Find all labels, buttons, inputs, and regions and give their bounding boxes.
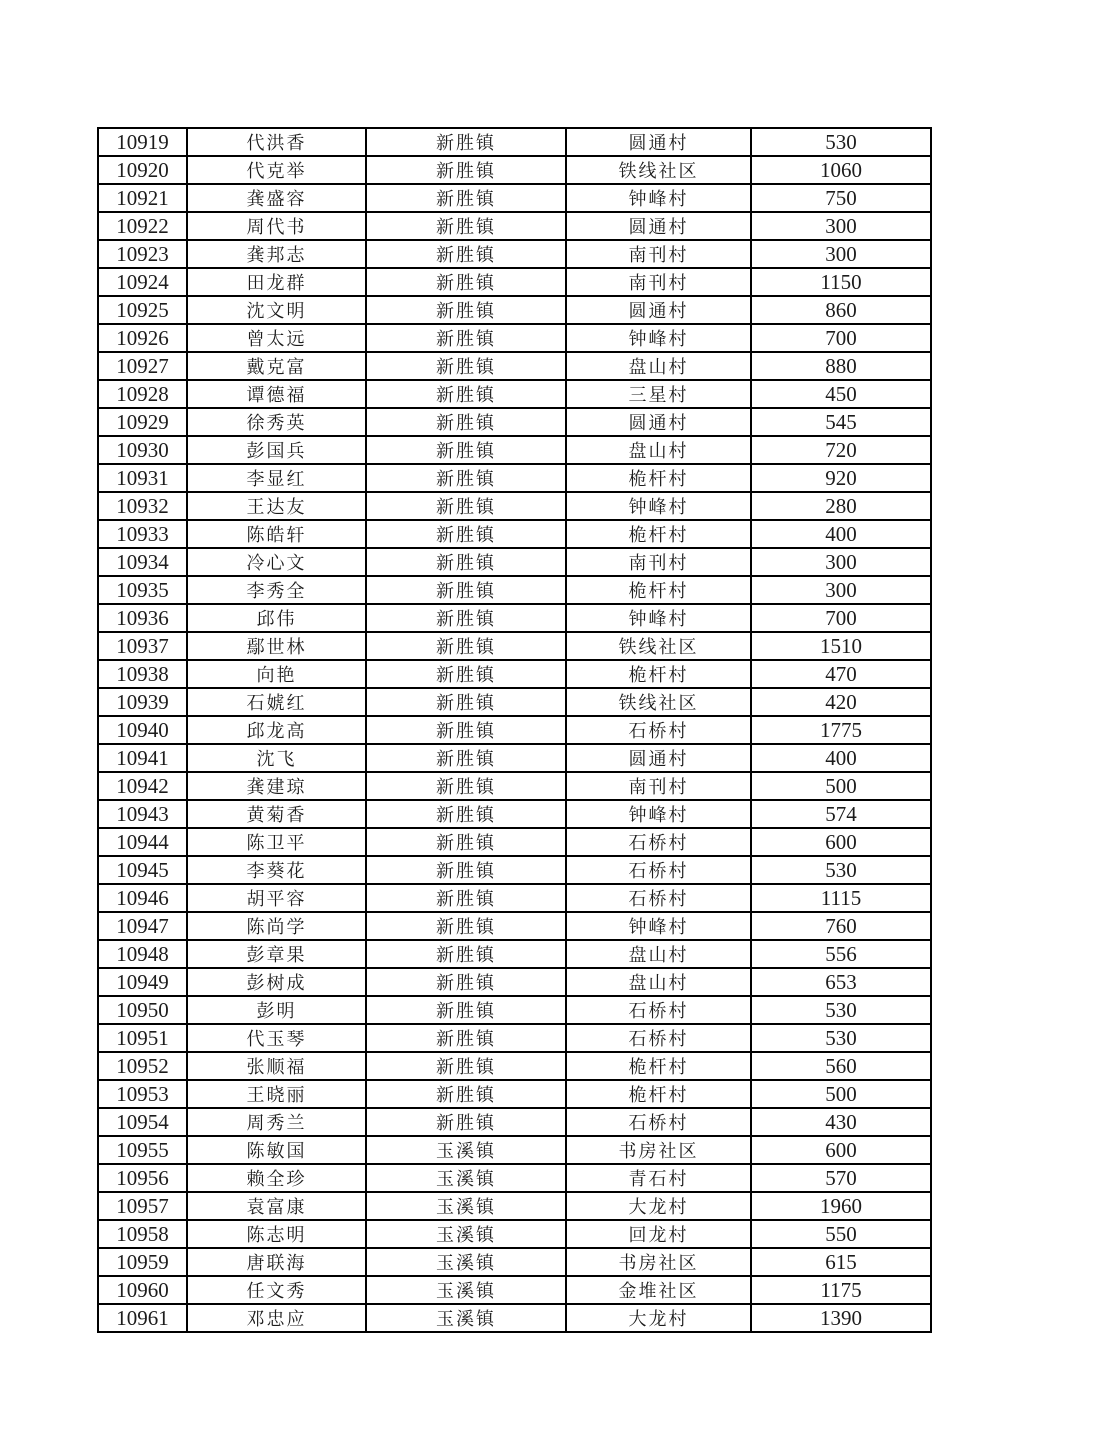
table-row (98, 548, 931, 576)
cell-village: 钟峰村 (566, 324, 751, 352)
table-row (98, 1220, 931, 1248)
cell-village: 石桥村 (566, 716, 751, 744)
cell-amount: 1060 (751, 156, 931, 184)
cell-amount: 530 (751, 1024, 931, 1052)
cell-town: 新胜镇 (366, 324, 566, 352)
cell-id: 10923 (98, 240, 187, 268)
cell-name: 鄢世林 (187, 632, 366, 660)
cell-amount: 615 (751, 1248, 931, 1276)
cell-village: 石桥村 (566, 996, 751, 1024)
cell-town: 玉溪镇 (366, 1192, 566, 1220)
table-row (98, 968, 931, 996)
cell-town: 新胜镇 (366, 912, 566, 940)
table-row (98, 660, 931, 688)
cell-amount: 700 (751, 604, 931, 632)
cell-town: 玉溪镇 (366, 1276, 566, 1304)
cell-id: 10960 (98, 1276, 187, 1304)
table-row (98, 884, 931, 912)
cell-id: 10949 (98, 968, 187, 996)
cell-id: 10953 (98, 1080, 187, 1108)
cell-name: 李显红 (187, 464, 366, 492)
table-row (98, 212, 931, 240)
table-row (98, 1136, 931, 1164)
cell-town: 新胜镇 (366, 800, 566, 828)
table-row (98, 912, 931, 940)
cell-amount: 300 (751, 212, 931, 240)
cell-id: 10947 (98, 912, 187, 940)
cell-name: 戴克富 (187, 352, 366, 380)
cell-amount: 750 (751, 184, 931, 212)
table-row (98, 828, 931, 856)
cell-name: 彭章果 (187, 940, 366, 968)
cell-village: 铁线社区 (566, 156, 751, 184)
cell-id: 10957 (98, 1192, 187, 1220)
cell-id: 10928 (98, 380, 187, 408)
cell-amount: 600 (751, 828, 931, 856)
table-row (98, 856, 931, 884)
cell-town: 新胜镇 (366, 464, 566, 492)
cell-name: 向艳 (187, 660, 366, 688)
cell-town: 新胜镇 (366, 828, 566, 856)
cell-town: 新胜镇 (366, 1080, 566, 1108)
cell-amount: 400 (751, 744, 931, 772)
cell-id: 10935 (98, 576, 187, 604)
cell-name: 邱龙高 (187, 716, 366, 744)
cell-id: 10959 (98, 1248, 187, 1276)
cell-village: 大龙村 (566, 1192, 751, 1220)
cell-town: 新胜镇 (366, 492, 566, 520)
table-row (98, 128, 931, 156)
table-row (98, 1192, 931, 1220)
table-row (98, 436, 931, 464)
cell-id: 10943 (98, 800, 187, 828)
cell-name: 彭明 (187, 996, 366, 1024)
cell-village: 石桥村 (566, 1108, 751, 1136)
cell-amount: 860 (751, 296, 931, 324)
cell-name: 龚邦志 (187, 240, 366, 268)
cell-village: 盘山村 (566, 352, 751, 380)
cell-amount: 1960 (751, 1192, 931, 1220)
cell-id: 10920 (98, 156, 187, 184)
cell-town: 新胜镇 (366, 940, 566, 968)
cell-amount: 450 (751, 380, 931, 408)
cell-id: 10952 (98, 1052, 187, 1080)
cell-village: 钟峰村 (566, 184, 751, 212)
cell-id: 10921 (98, 184, 187, 212)
table-row (98, 492, 931, 520)
cell-id: 10940 (98, 716, 187, 744)
table-row (98, 268, 931, 296)
cell-name: 谭德福 (187, 380, 366, 408)
cell-town: 新胜镇 (366, 1024, 566, 1052)
cell-amount: 470 (751, 660, 931, 688)
cell-amount: 720 (751, 436, 931, 464)
cell-name: 胡平容 (187, 884, 366, 912)
cell-town: 玉溪镇 (366, 1136, 566, 1164)
cell-town: 新胜镇 (366, 380, 566, 408)
table-row (98, 1164, 931, 1192)
table-row (98, 744, 931, 772)
cell-town: 新胜镇 (366, 1108, 566, 1136)
cell-id: 10919 (98, 128, 187, 156)
cell-village: 桅杆村 (566, 464, 751, 492)
cell-town: 新胜镇 (366, 212, 566, 240)
cell-town: 新胜镇 (366, 632, 566, 660)
cell-town: 新胜镇 (366, 576, 566, 604)
cell-id: 10956 (98, 1164, 187, 1192)
cell-id: 10938 (98, 660, 187, 688)
cell-amount: 300 (751, 576, 931, 604)
cell-town: 新胜镇 (366, 688, 566, 716)
cell-town: 新胜镇 (366, 968, 566, 996)
cell-amount: 430 (751, 1108, 931, 1136)
cell-village: 钟峰村 (566, 912, 751, 940)
table-row (98, 1024, 931, 1052)
table-row (98, 408, 931, 436)
cell-name: 陈尚学 (187, 912, 366, 940)
cell-village: 圆通村 (566, 212, 751, 240)
cell-id: 10955 (98, 1136, 187, 1164)
cell-name: 黄菊香 (187, 800, 366, 828)
cell-village: 青石村 (566, 1164, 751, 1192)
cell-name: 王达友 (187, 492, 366, 520)
cell-id: 10927 (98, 352, 187, 380)
table-row (98, 380, 931, 408)
cell-village: 书房社区 (566, 1136, 751, 1164)
cell-name: 龚盛容 (187, 184, 366, 212)
cell-name: 邓忠应 (187, 1304, 366, 1332)
cell-name: 代克举 (187, 156, 366, 184)
cell-name: 赖全珍 (187, 1164, 366, 1192)
cell-town: 新胜镇 (366, 184, 566, 212)
cell-village: 石桥村 (566, 1024, 751, 1052)
cell-id: 10961 (98, 1304, 187, 1332)
cell-name: 陈志明 (187, 1220, 366, 1248)
cell-id: 10924 (98, 268, 187, 296)
cell-name: 周代书 (187, 212, 366, 240)
cell-amount: 420 (751, 688, 931, 716)
cell-town: 新胜镇 (366, 660, 566, 688)
cell-name: 代洪香 (187, 128, 366, 156)
cell-town: 玉溪镇 (366, 1248, 566, 1276)
cell-town: 新胜镇 (366, 268, 566, 296)
cell-amount: 280 (751, 492, 931, 520)
cell-amount: 560 (751, 1052, 931, 1080)
table-row (98, 464, 931, 492)
cell-name: 代玉琴 (187, 1024, 366, 1052)
cell-village: 金堆社区 (566, 1276, 751, 1304)
table-body (98, 128, 931, 1332)
cell-village: 石桥村 (566, 856, 751, 884)
cell-village: 盘山村 (566, 436, 751, 464)
cell-amount: 653 (751, 968, 931, 996)
cell-amount: 530 (751, 996, 931, 1024)
cell-village: 圆通村 (566, 128, 751, 156)
cell-village: 圆通村 (566, 744, 751, 772)
table-row (98, 352, 931, 380)
cell-id: 10936 (98, 604, 187, 632)
cell-village: 南刊村 (566, 548, 751, 576)
table-row (98, 1276, 931, 1304)
cell-id: 10945 (98, 856, 187, 884)
table-row (98, 1108, 931, 1136)
cell-village: 铁线社区 (566, 632, 751, 660)
cell-id: 10958 (98, 1220, 187, 1248)
cell-town: 新胜镇 (366, 296, 566, 324)
cell-amount: 1390 (751, 1304, 931, 1332)
cell-name: 沈文明 (187, 296, 366, 324)
table-row (98, 324, 931, 352)
cell-name: 曾太远 (187, 324, 366, 352)
cell-village: 铁线社区 (566, 688, 751, 716)
cell-village: 盘山村 (566, 968, 751, 996)
table-row (98, 688, 931, 716)
cell-amount: 600 (751, 1136, 931, 1164)
table-row (98, 1080, 931, 1108)
cell-village: 石桥村 (566, 884, 751, 912)
cell-id: 10946 (98, 884, 187, 912)
cell-village: 三星村 (566, 380, 751, 408)
cell-name: 袁富康 (187, 1192, 366, 1220)
cell-town: 新胜镇 (366, 156, 566, 184)
cell-amount: 530 (751, 128, 931, 156)
cell-town: 新胜镇 (366, 548, 566, 576)
cell-amount: 556 (751, 940, 931, 968)
cell-amount: 1775 (751, 716, 931, 744)
cell-name: 王晓丽 (187, 1080, 366, 1108)
cell-amount: 920 (751, 464, 931, 492)
cell-town: 新胜镇 (366, 240, 566, 268)
table-row (98, 772, 931, 800)
cell-town: 新胜镇 (366, 408, 566, 436)
cell-id: 10941 (98, 744, 187, 772)
cell-amount: 300 (751, 240, 931, 268)
cell-id: 10926 (98, 324, 187, 352)
cell-village: 钟峰村 (566, 492, 751, 520)
cell-village: 石桥村 (566, 828, 751, 856)
cell-name: 龚建琼 (187, 772, 366, 800)
cell-name: 周秀兰 (187, 1108, 366, 1136)
cell-name: 彭国兵 (187, 436, 366, 464)
cell-village: 南刊村 (566, 268, 751, 296)
cell-village: 圆通村 (566, 296, 751, 324)
cell-town: 新胜镇 (366, 128, 566, 156)
cell-village: 南刊村 (566, 772, 751, 800)
cell-amount: 1175 (751, 1276, 931, 1304)
table-row (98, 520, 931, 548)
cell-name: 邱伟 (187, 604, 366, 632)
cell-name: 徐秀英 (187, 408, 366, 436)
cell-amount: 1510 (751, 632, 931, 660)
cell-id: 10950 (98, 996, 187, 1024)
cell-town: 新胜镇 (366, 716, 566, 744)
cell-amount: 880 (751, 352, 931, 380)
cell-id: 10939 (98, 688, 187, 716)
cell-amount: 300 (751, 548, 931, 576)
table-row (98, 716, 931, 744)
cell-town: 新胜镇 (366, 436, 566, 464)
cell-id: 10951 (98, 1024, 187, 1052)
cell-amount: 500 (751, 1080, 931, 1108)
table-row (98, 940, 931, 968)
cell-village: 圆通村 (566, 408, 751, 436)
cell-village: 桅杆村 (566, 576, 751, 604)
table-row (98, 632, 931, 660)
table-row (98, 604, 931, 632)
cell-id: 10944 (98, 828, 187, 856)
table-row (98, 1248, 931, 1276)
cell-village: 钟峰村 (566, 604, 751, 632)
cell-village: 桅杆村 (566, 520, 751, 548)
cell-village: 南刊村 (566, 240, 751, 268)
cell-name: 沈飞 (187, 744, 366, 772)
cell-id: 10942 (98, 772, 187, 800)
cell-name: 田龙群 (187, 268, 366, 296)
cell-id: 10922 (98, 212, 187, 240)
cell-amount: 530 (751, 856, 931, 884)
roster-table (97, 127, 932, 1333)
cell-amount: 700 (751, 324, 931, 352)
table-row (98, 1304, 931, 1332)
cell-name: 冷心文 (187, 548, 366, 576)
cell-town: 玉溪镇 (366, 1304, 566, 1332)
cell-amount: 400 (751, 520, 931, 548)
cell-name: 陈敏国 (187, 1136, 366, 1164)
cell-town: 新胜镇 (366, 1052, 566, 1080)
cell-amount: 1150 (751, 268, 931, 296)
cell-town: 新胜镇 (366, 520, 566, 548)
cell-name: 李秀全 (187, 576, 366, 604)
cell-town: 新胜镇 (366, 352, 566, 380)
cell-name: 任文秀 (187, 1276, 366, 1304)
cell-name: 石婋红 (187, 688, 366, 716)
cell-amount: 550 (751, 1220, 931, 1248)
table-row (98, 576, 931, 604)
cell-amount: 574 (751, 800, 931, 828)
cell-town: 玉溪镇 (366, 1220, 566, 1248)
cell-village: 桅杆村 (566, 660, 751, 688)
cell-id: 10932 (98, 492, 187, 520)
cell-amount: 760 (751, 912, 931, 940)
cell-id: 10934 (98, 548, 187, 576)
cell-id: 10937 (98, 632, 187, 660)
cell-town: 新胜镇 (366, 856, 566, 884)
cell-village: 钟峰村 (566, 800, 751, 828)
cell-id: 10929 (98, 408, 187, 436)
cell-town: 新胜镇 (366, 772, 566, 800)
cell-name: 彭树成 (187, 968, 366, 996)
table-row (98, 184, 931, 212)
cell-town: 新胜镇 (366, 744, 566, 772)
cell-amount: 1115 (751, 884, 931, 912)
cell-name: 张顺福 (187, 1052, 366, 1080)
cell-id: 10948 (98, 940, 187, 968)
cell-village: 桅杆村 (566, 1080, 751, 1108)
cell-town: 新胜镇 (366, 604, 566, 632)
cell-village: 回龙村 (566, 1220, 751, 1248)
table-row (98, 296, 931, 324)
cell-id: 10930 (98, 436, 187, 464)
table-row (98, 996, 931, 1024)
cell-amount: 570 (751, 1164, 931, 1192)
table-row (98, 1052, 931, 1080)
table-row (98, 156, 931, 184)
cell-id: 10933 (98, 520, 187, 548)
cell-name: 陈皓轩 (187, 520, 366, 548)
cell-id: 10931 (98, 464, 187, 492)
cell-id: 10954 (98, 1108, 187, 1136)
cell-name: 陈卫平 (187, 828, 366, 856)
cell-town: 新胜镇 (366, 884, 566, 912)
cell-amount: 500 (751, 772, 931, 800)
cell-village: 盘山村 (566, 940, 751, 968)
cell-town: 新胜镇 (366, 996, 566, 1024)
cell-village: 桅杆村 (566, 1052, 751, 1080)
cell-amount: 545 (751, 408, 931, 436)
cell-village: 大龙村 (566, 1304, 751, 1332)
cell-town: 玉溪镇 (366, 1164, 566, 1192)
cell-village: 书房社区 (566, 1248, 751, 1276)
cell-name: 李葵花 (187, 856, 366, 884)
cell-name: 唐联海 (187, 1248, 366, 1276)
table-row (98, 800, 931, 828)
cell-id: 10925 (98, 296, 187, 324)
table-row (98, 240, 931, 268)
